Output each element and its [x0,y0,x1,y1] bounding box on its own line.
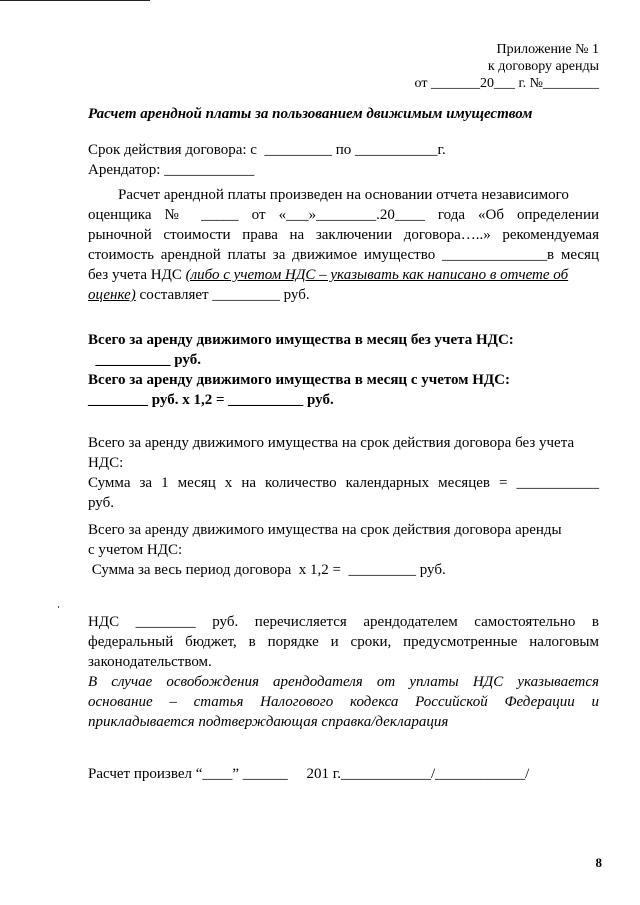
signature-line: Расчет произвел “____” ______ 201 г.____________/____________/ [88,766,530,782]
term-total-vat-line-1: Всего за аренду движимого имущества на срок действия договора аренды [88,522,562,538]
vat-line-3: законодательством. [88,654,212,670]
basis-line-2: оценщика № _____ от «___»________.20____ года «Об определении [88,207,599,223]
term-total-vat [88,520,599,580]
term-line: Срок действия договора: с _________ по ___________г. [88,142,446,158]
term-total-no-vat [88,433,599,513]
basis-amount: составляет _________ руб. [135,287,310,303]
document-title: Расчет арендной платы за пользованием движимым имуществом [88,106,533,122]
vat-note-line-1: В случае освобождения арендодателя от уплаты НДС указывается [88,674,599,690]
basis-paragraph [88,185,599,305]
basis-line-4: стоимость арендной платы за движимое имущество ______________в месяц [88,247,599,263]
basis-line-5-text: без учета НДС [88,267,186,283]
vat-line-2: федеральный бюджет, в порядке и сроки, предусмотренные налоговым [88,634,599,650]
scan-speck [58,606,59,608]
appendix-header [88,41,599,92]
vat-note-line-2: основание – статья Налогового кодекса Российской Федерации и [88,694,599,710]
term-total-no-vat-unit: руб. [88,495,114,511]
term-total-vat-line-2: с учетом НДС: [88,542,183,558]
monthly-total-no-vat-amount: __________ руб. [88,352,201,368]
page-number: 8 [595,855,602,870]
monthly-total-vat: Всего за аренду движимого имущества в месяц с учетом НДС: [88,372,511,388]
basis-line-6 [88,285,599,305]
vat-line-1: НДС ________ руб. перечисляется арендодателем самостоятельно в [88,614,599,630]
basis-line-1: Расчет арендной платы произведен на основании отчета независимого [88,187,569,203]
term-total-no-vat-formula: Сумма за 1 месяц х на количество календарных месяцев = ___________ [88,475,599,491]
term-total-vat-formula: Сумма за весь период договора х 1,2 = _________ руб. [88,562,446,578]
vat-note-line-3: прикладывается подтверждающая справка/декларация [88,714,449,730]
basis-vat-note: (либо с учетом НДС – указывать как написано в отчете об [185,267,569,283]
basis-vat-note-end: оценке) [88,287,136,303]
monthly-totals [88,330,599,410]
term-total-no-vat-line-1: Всего за аренду движимого имущества на срок действия договора без учета [88,435,575,451]
term-total-no-vat-line-2: НДС: [88,455,124,471]
signature-block [88,764,599,784]
document-title-block [88,104,599,124]
term-section [88,140,599,180]
monthly-total-vat-amount: ________ руб. х 1,2 = __________ руб. [88,392,334,408]
tenant-line: Арендатор: ____________ [88,162,255,178]
monthly-total-no-vat: Всего за аренду движимого имущества в месяц без учета НДС: [88,332,514,348]
appendix-header-line-2: к договору аренды [487,59,599,74]
appendix-header-line-3: от _______20___ г. №________ [414,76,599,91]
basis-line-5 [88,265,599,285]
vat-paragraph [88,612,599,732]
top-rule [0,0,150,1]
appendix-header-line-1: Приложение № 1 [496,42,599,57]
basis-line-3: рыночной стоимости права на заключении договора…..» рекомендуемая [88,227,599,243]
